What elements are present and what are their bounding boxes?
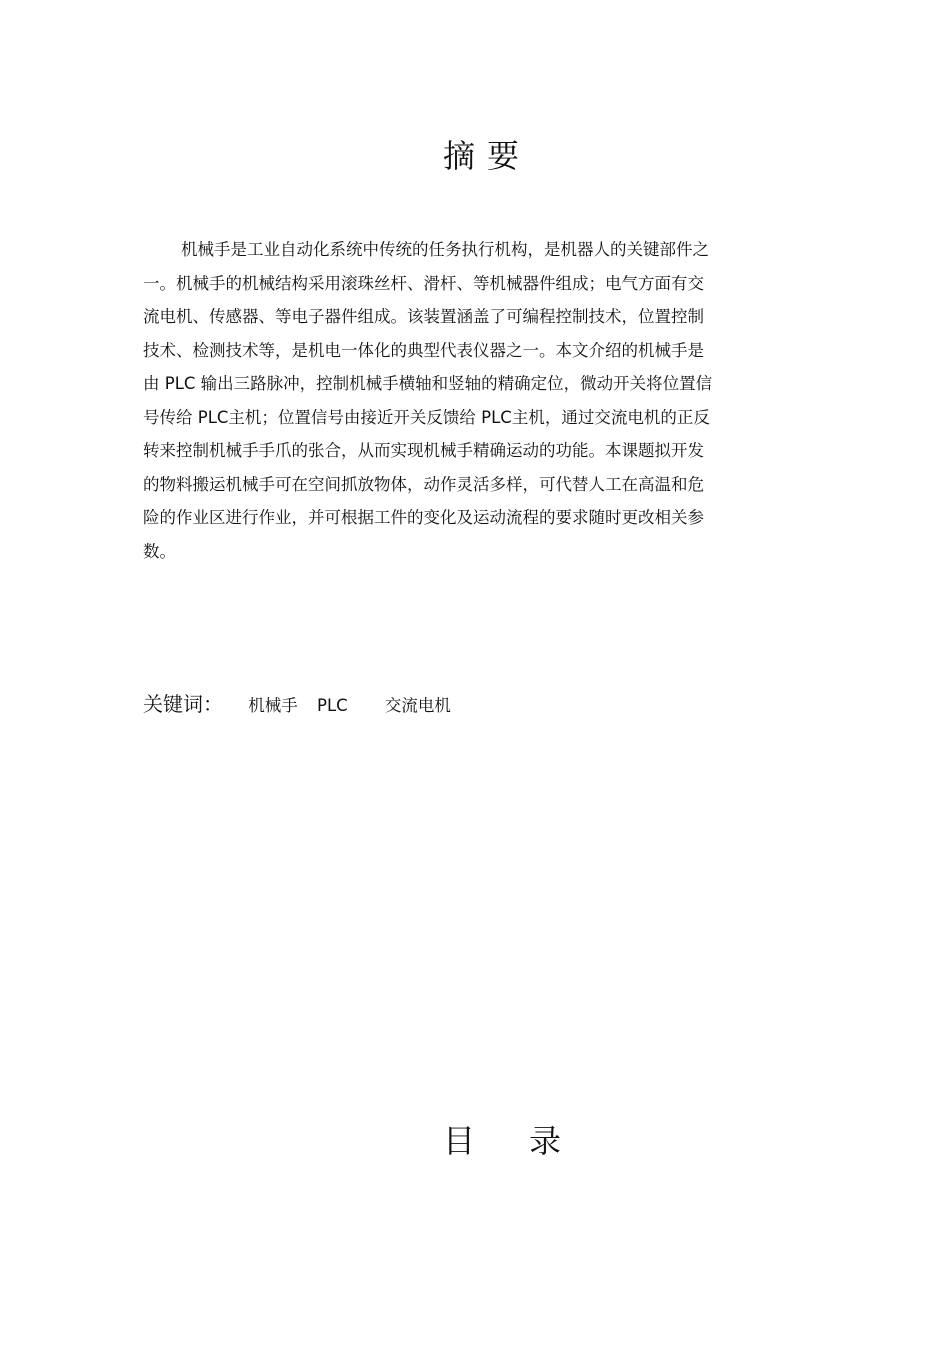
abstract-line: 号传给 PLC主机；位置信号由接近开关反馈给 PLC主机，通过交流电机的正反 bbox=[143, 407, 710, 427]
keywords bbox=[143, 688, 465, 722]
abstract-line: 一。机械手的机械结构采用滚珠丝杆、滑杆、等机械器件组成；电气方面有交 bbox=[143, 273, 704, 293]
abstract-line: 转来控制机械手手爪的张合，从而实现机械手精确运动的功能。本课题拟开发 bbox=[143, 441, 704, 460]
abstract-line: 技术、检测技术等，是机电一体化的典型代表仪器之一。本文介绍的机械手是 bbox=[143, 340, 704, 360]
abstract-line: 数。 bbox=[143, 541, 176, 561]
keywords-label: 关键词： bbox=[143, 692, 223, 716]
keyword-item: 机械手 bbox=[248, 696, 298, 715]
abstract-line: 由 PLC 输出三路脉冲，控制机械手横轴和竖轴的精确定位，微动开关将位置信 bbox=[143, 374, 713, 393]
abstract-line: 机械手是工业自动化系统中传统的任务执行机构，是机器人的关键部件之 bbox=[181, 240, 709, 259]
abstract-title: 摘要 bbox=[442, 137, 531, 175]
keyword-item: 交流电机 bbox=[384, 696, 451, 715]
keyword-item: PLC bbox=[317, 696, 348, 715]
toc-title: 目录 bbox=[442, 1122, 615, 1160]
abstract-line: 险的作业区进行作业，并可根据工件的变化及运动流程的要求随时更改相关参 bbox=[143, 508, 704, 527]
abstract-body bbox=[143, 233, 803, 568]
abstract-line: 的物料搬运机械手可在空间抓放物体，动作灵活多样，可代替人工在高温和危 bbox=[143, 474, 704, 494]
abstract-line: 流电机、传感器、等电子器件组成。该装置涵盖了可编程控制技术，位置控制 bbox=[143, 307, 704, 326]
